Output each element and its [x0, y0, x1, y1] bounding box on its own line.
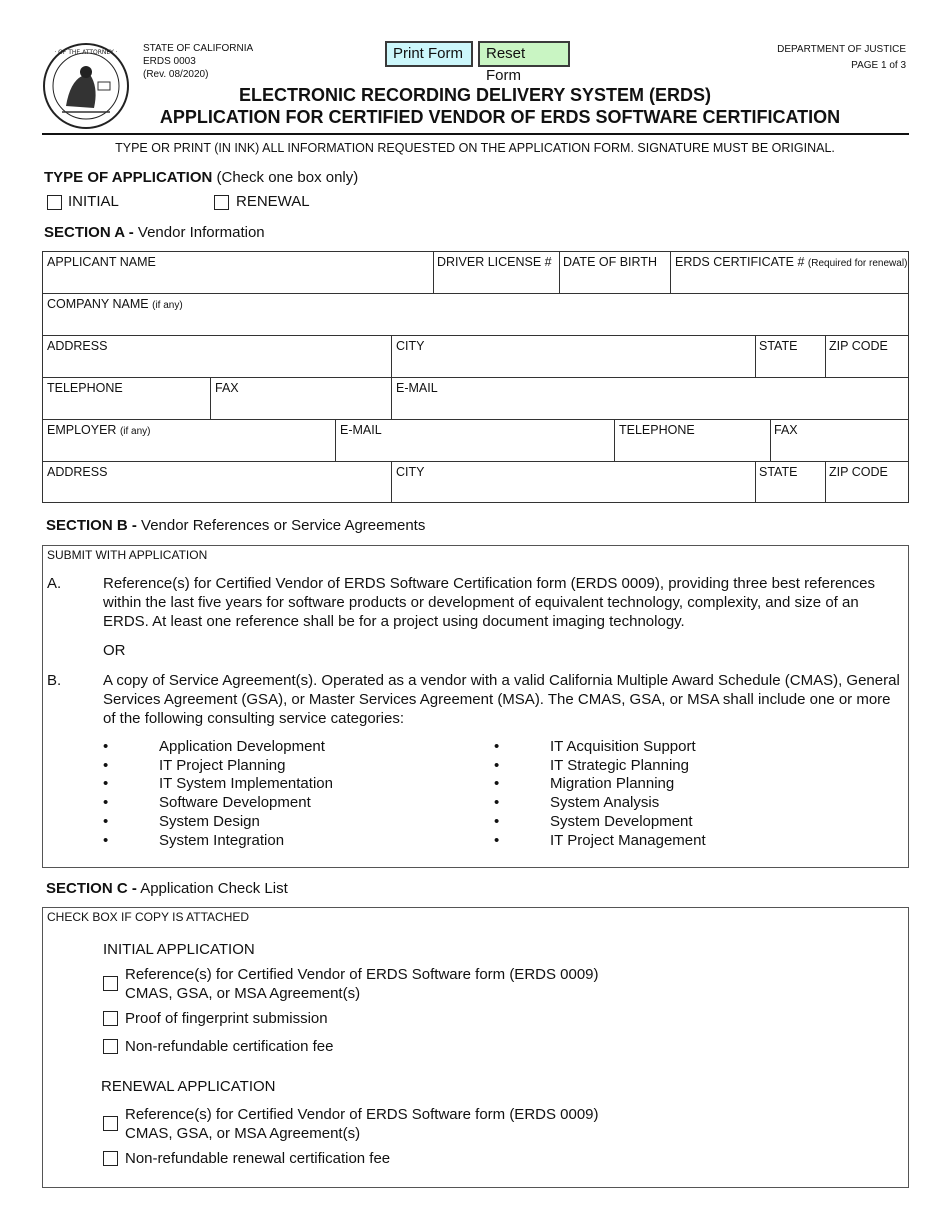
grid-col-divider: [335, 419, 336, 461]
employer-state-field[interactable]: STATE: [759, 465, 798, 479]
category-item: [103, 757, 333, 776]
form-title-line-1: ELECTRONIC RECORDING DELIVERY SYSTEM (ERDS): [238, 85, 712, 105]
employer-address-field[interactable]: ADDRESS: [47, 465, 108, 479]
category-item: [103, 775, 333, 794]
type-of-application-hint: (Check one box only): [216, 169, 359, 186]
renewal-references-label: [125, 1105, 599, 1143]
renewal-fee-label: Non-refundable renewal certification fee: [125, 1150, 391, 1167]
category-list-left: [103, 738, 333, 850]
type-of-application-heading: [44, 169, 358, 186]
section-a-label: SECTION A -: [44, 224, 134, 241]
erds-certificate-note: (Required for renewal): [807, 258, 908, 269]
bullet: •: [494, 756, 500, 774]
category-item: [494, 794, 706, 813]
category-label: System Analysis: [550, 794, 660, 812]
initial-label: INITIAL: [68, 193, 119, 210]
applicant-name-field[interactable]: APPLICANT NAME: [47, 255, 156, 269]
submit-with-application-label: SUBMIT WITH APPLICATION: [47, 548, 208, 562]
category-item: [494, 738, 706, 757]
employer-field[interactable]: [47, 423, 151, 437]
zip-code-field[interactable]: ZIP CODE: [829, 339, 888, 353]
grid-col-divider: [391, 377, 392, 419]
employer-zip-code-field[interactable]: ZIP CODE: [829, 465, 888, 479]
company-if-any-note: (if any): [152, 300, 183, 311]
bullet: •: [103, 775, 109, 793]
category-item: [103, 738, 333, 757]
bullet: •: [494, 812, 500, 830]
bullet: •: [494, 831, 500, 849]
category-label: System Design: [159, 812, 260, 830]
grid-col-divider: [755, 335, 756, 377]
header-divider: [42, 133, 909, 135]
grid-col-divider: [433, 252, 434, 293]
checklist-line: Reference(s) for Certified Vendor of ERDS Software form (ERDS 0009): [125, 1106, 599, 1123]
initial-references-checkbox[interactable]: [103, 976, 118, 991]
category-label: IT Project Management: [550, 831, 706, 849]
company-name-field[interactable]: [47, 297, 183, 311]
driver-license-field[interactable]: DRIVER LICENSE #: [437, 255, 552, 269]
bullet: •: [494, 738, 500, 755]
renewal-fee-checkbox[interactable]: [103, 1151, 118, 1166]
employer-email-field[interactable]: E-MAIL: [340, 423, 382, 437]
vendor-references-box: [42, 545, 909, 868]
date-of-birth-field[interactable]: DATE OF BIRTH: [563, 255, 657, 269]
grid-col-divider: [391, 461, 392, 503]
department-label: DEPARTMENT OF JUSTICE: [777, 44, 906, 55]
erds-certificate-field[interactable]: [675, 255, 907, 269]
employer-city-field[interactable]: CITY: [396, 465, 425, 479]
grid-col-divider: [210, 377, 211, 419]
category-item: [494, 775, 706, 794]
item-a-text: Reference(s) for Certified Vendor of ERDS Software Certification form (ERDS 0009), providing three best references within the last five years for software products or development of equivalent technology, complexity, and size of an ERDS. At least one reference shall be for a project using document imaging technology.: [103, 575, 876, 630]
or-separator: OR: [103, 642, 126, 659]
svg-text:· OF THE ATTORNEY ·: · OF THE ATTORNEY ·: [54, 49, 118, 56]
section-b-label: SECTION B -: [46, 517, 137, 534]
grid-col-divider: [825, 335, 826, 377]
category-list-right: [494, 738, 706, 850]
department-block: [777, 42, 906, 74]
grid-col-divider: [559, 252, 560, 293]
bullet: •: [103, 756, 109, 774]
grid-col-divider: [614, 419, 615, 461]
section-c-title: Application Check List: [140, 880, 288, 897]
initial-references-label: [125, 965, 599, 1003]
bullet: •: [494, 775, 500, 793]
reset-form-button[interactable]: Reset Form: [478, 41, 570, 67]
category-label: System Development: [550, 812, 693, 830]
renewal-application-heading: RENEWAL APPLICATION: [101, 1078, 276, 1095]
section-a-title: Vendor Information: [137, 224, 265, 241]
city-field[interactable]: CITY: [396, 339, 425, 353]
fax-field[interactable]: FAX: [215, 381, 239, 395]
section-b-heading: [46, 517, 425, 534]
section-c-label: SECTION C -: [46, 880, 137, 897]
grid-row-divider: [43, 335, 908, 336]
grid-col-divider: [670, 252, 671, 293]
renewal-checkbox[interactable]: [214, 195, 229, 210]
grid-col-divider: [391, 335, 392, 377]
fingerprint-checkbox[interactable]: [103, 1011, 118, 1026]
bullet: •: [103, 738, 109, 755]
checklist-line: CMAS, GSA, or MSA Agreement(s): [125, 1125, 361, 1142]
checklist-line: Reference(s) for Certified Vendor of ERDS Software form (ERDS 0009): [125, 966, 599, 983]
category-item: [494, 757, 706, 776]
item-a-marker: A.: [47, 575, 62, 592]
grid-row-divider: [43, 293, 908, 294]
item-b-marker: B.: [47, 672, 62, 689]
state-field[interactable]: STATE: [759, 339, 798, 353]
form-title-line-2: APPLICATION FOR CERTIFIED VENDOR OF ERDS SOFTWARE CERTIFICATION: [159, 107, 841, 127]
employer-if-any-note: (if any): [119, 426, 151, 437]
company-name-label: COMPANY NAME: [47, 297, 149, 311]
page-number: PAGE 1 of 3: [851, 60, 906, 71]
section-b-title: Vendor References or Service Agreements: [141, 517, 426, 534]
category-label: Application Development: [159, 738, 325, 755]
section-a-heading: [44, 224, 265, 241]
category-label: Migration Planning: [550, 775, 675, 793]
bullet: •: [103, 812, 109, 830]
initial-checkbox[interactable]: [47, 195, 62, 210]
item-b-text: A copy of Service Agreement(s). Operated as a vendor with a valid California Multiple Award Schedule (CMAS), General Services Agreement (GSA), or Master Services Agreement (MSA). The CMAS, GSA, or MSA shall include one or more of the following consulting service categories:: [103, 672, 900, 727]
print-form-button[interactable]: Print Form: [385, 41, 473, 67]
category-item: [103, 832, 333, 851]
email-field[interactable]: E-MAIL: [396, 381, 438, 395]
category-label: IT Acquisition Support: [550, 738, 696, 755]
employer-fax-field[interactable]: FAX: [774, 423, 798, 437]
bullet: •: [494, 794, 500, 812]
telephone-field[interactable]: TELEPHONE: [47, 381, 123, 395]
category-item: [494, 813, 706, 832]
grid-row-divider: [43, 461, 908, 462]
employer-telephone-field[interactable]: TELEPHONE: [619, 423, 695, 437]
state-label: STATE OF CALIFORNIA: [143, 43, 254, 54]
revision-date: (Rev. 08/2020): [143, 69, 209, 80]
certification-fee-checkbox[interactable]: [103, 1039, 118, 1054]
category-label: IT Project Planning: [159, 756, 286, 774]
category-item: [103, 813, 333, 832]
grid-col-divider: [755, 461, 756, 503]
category-label: System Integration: [159, 831, 285, 849]
category-label: Software Development: [159, 794, 311, 812]
form-identification: [143, 42, 253, 81]
section-c-heading: [46, 880, 288, 897]
renewal-label: RENEWAL: [236, 193, 310, 210]
bullet: •: [103, 831, 109, 849]
grid-row-divider: [43, 377, 908, 378]
address-field[interactable]: ADDRESS: [47, 339, 108, 353]
employer-label: EMPLOYER: [47, 423, 117, 437]
form-instructions: TYPE OR PRINT (IN INK) ALL INFORMATION REQUESTED ON THE APPLICATION FORM. SIGNATURE MUST BE ORIGINAL.: [115, 141, 835, 155]
type-of-application-label: TYPE OF APPLICATION: [44, 169, 213, 186]
category-item: [494, 832, 706, 851]
grid-row-divider: [43, 419, 908, 420]
category-item: [103, 794, 333, 813]
certification-fee-label: Non-refundable certification fee: [125, 1038, 334, 1055]
form-number: ERDS 0003: [143, 56, 196, 67]
vendor-information-grid: [42, 251, 909, 503]
renewal-references-checkbox[interactable]: [103, 1116, 118, 1131]
bullet: •: [103, 794, 109, 812]
category-label: IT Strategic Planning: [550, 756, 689, 774]
category-label: IT System Implementation: [159, 775, 333, 793]
checklist-line: CMAS, GSA, or MSA Agreement(s): [125, 985, 361, 1002]
initial-application-heading: INITIAL APPLICATION: [103, 941, 255, 958]
check-box-if-attached-label: CHECK BOX IF COPY IS ATTACHED: [47, 910, 250, 924]
grid-col-divider: [770, 419, 771, 461]
application-checklist-box: [42, 907, 909, 1188]
fingerprint-label: Proof of fingerprint submission: [125, 1010, 328, 1027]
grid-col-divider: [825, 461, 826, 503]
erds-certificate-label: ERDS CERTIFICATE #: [675, 255, 805, 269]
